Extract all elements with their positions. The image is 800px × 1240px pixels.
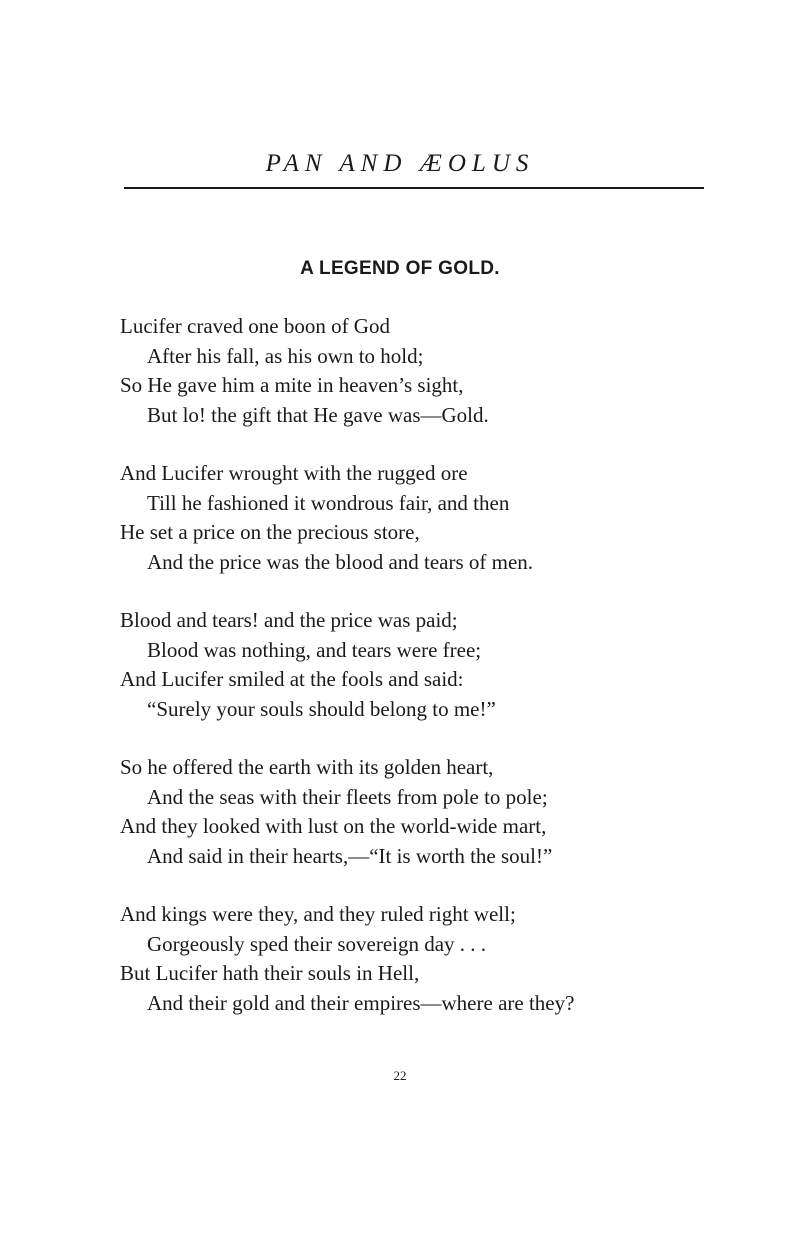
poem-line: And Lucifer wrought with the rugged ore: [120, 461, 468, 485]
poem-line: And said in their hearts,—“It is worth the soul!”: [147, 843, 553, 868]
stanza-3: [120, 606, 760, 724]
poem-line: Till he fashioned it wondrous fair, and then: [147, 490, 510, 515]
poem-line: Blood was nothing, and tears were free;: [147, 637, 482, 662]
stanza-4: [120, 753, 760, 871]
poem-line: Gorgeously sped their sovereign day . . .: [147, 931, 487, 956]
poem-line: But lo! the gift that He gave was—Gold.: [147, 402, 489, 427]
stanza-5: [120, 900, 760, 1018]
stanza-2: [120, 459, 760, 577]
poem-line: So He gave him a mite in heaven’s sight,: [120, 373, 464, 397]
poem-line: Blood and tears! and the price was paid;: [120, 608, 458, 632]
header-rule: [124, 187, 704, 189]
poem-line: And Lucifer smiled at the fools and said:: [120, 667, 464, 691]
poem-line: Lucifer craved one boon of God: [120, 314, 390, 338]
poem-line: So he offered the earth with its golden heart,: [120, 755, 494, 779]
poem-line: But Lucifer hath their souls in Hell,: [120, 961, 420, 985]
poem-line: He set a price on the precious store,: [120, 520, 420, 544]
poem-line: “Surely your souls should belong to me!”: [147, 696, 496, 721]
stanza-1: [120, 312, 760, 430]
poem-line: And they looked with lust on the world-wide mart,: [120, 814, 547, 838]
poem-title: A LEGEND OF GOLD.: [300, 258, 500, 279]
poem-line: And their gold and their empires—where are they?: [147, 990, 575, 1015]
poem-line: And kings were they, and they ruled right well;: [120, 902, 516, 926]
poem-line: After his fall, as his own to hold;: [147, 343, 424, 368]
poem-line: And the seas with their fleets from pole to pole;: [147, 784, 548, 809]
poem-body: [120, 312, 760, 1047]
running-head-title: PAN AND ÆOLUS: [265, 150, 535, 177]
page-number: 22: [393, 1068, 407, 1083]
poem-line: And the price was the blood and tears of men.: [147, 549, 534, 574]
